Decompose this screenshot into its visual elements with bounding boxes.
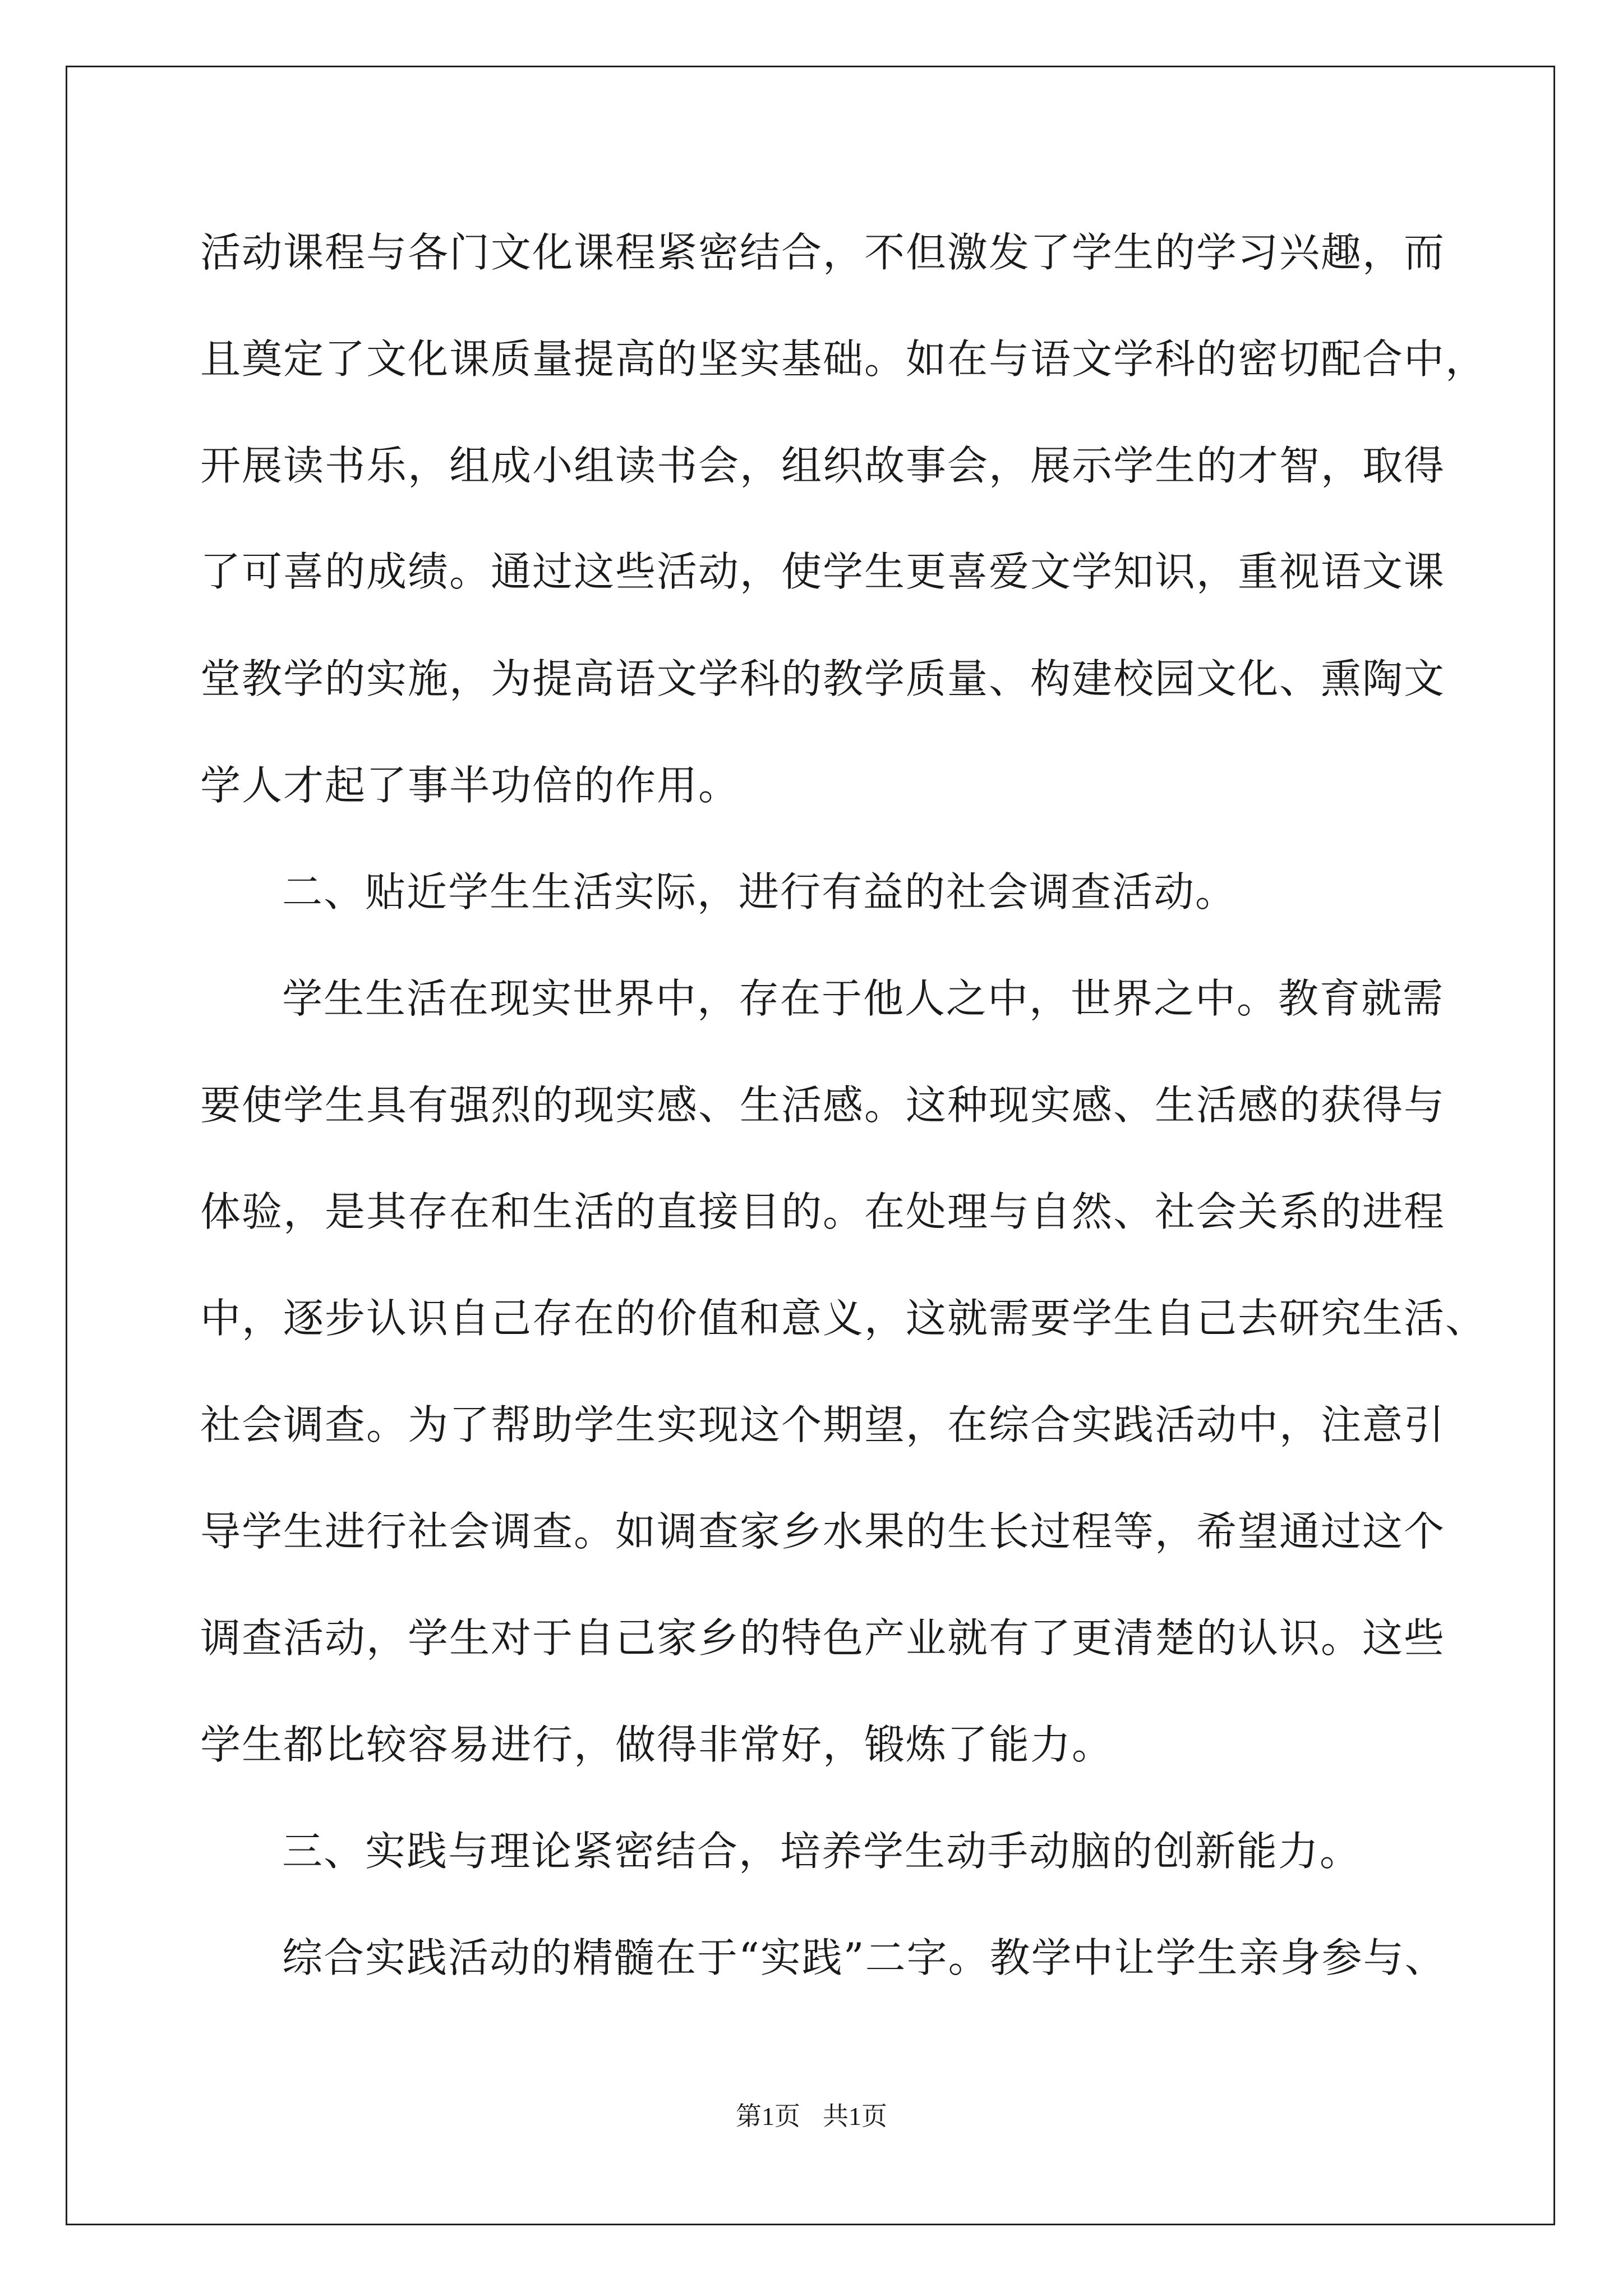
text-line: 且奠定了文化课质量提高的坚实基础。如在与语文学科的密切配合中，: [200, 335, 1487, 383]
text-line: 综合实践活动的精髓在于“实践”二字。教学中让学生亲身参与、: [282, 1934, 1446, 1981]
section-heading: 二、贴近学生生活实际，进行有益的社会调查活动。: [282, 868, 1237, 915]
page-number: 第1页: [736, 2102, 800, 2131]
text-line: 社会调查。为了帮助学生实现这个期望，在综合实践活动中，注意引: [200, 1401, 1446, 1448]
page-total: 共1页: [823, 2102, 887, 2131]
text-line: 学人才起了事半功倍的作用。: [200, 762, 740, 809]
text-line: 要使学生具有强烈的现实感、生活感。这种现实感、生活感的获得与: [200, 1082, 1446, 1129]
page-footer: [0, 2100, 1623, 2133]
text-line: 学生生活在现实世界中，存在于他人之中，世界之中。教育就需: [282, 975, 1445, 1022]
text-line: 学生都比较容易进行，做得非常好，锻炼了能力。: [200, 1721, 1114, 1768]
section-heading: 三、实践与理论紧密结合，培养学生动手动脑的创新能力。: [282, 1828, 1362, 1875]
text-line: 导学生进行社会调查。如调查家乡水果的生长过程等，希望通过这个: [200, 1508, 1446, 1555]
text-line: 中，逐步认识自己存在的价值和意义，这就需要学生自己去研究生活、: [200, 1295, 1487, 1342]
text-line: 体验，是其存在和生活的直接目的。在处理与自然、社会关系的进程: [200, 1188, 1446, 1235]
text-line: 了可喜的成绩。通过这些活动，使学生更喜爱文学知识，重视语文课: [200, 548, 1446, 595]
text-line: 堂教学的实施，为提高语文学科的教学质量、构建校园文化、熏陶文: [200, 655, 1446, 702]
text-line: 开展读书乐，组成小组读书会，组织故事会，展示学生的才智，取得: [200, 442, 1446, 489]
text-line: 活动课程与各门文化课程紧密结合，不但激发了学生的学习兴趣，而: [200, 229, 1446, 276]
text-line: 调查活动，学生对于自己家乡的特色产业就有了更清楚的认识。这些: [200, 1614, 1446, 1662]
